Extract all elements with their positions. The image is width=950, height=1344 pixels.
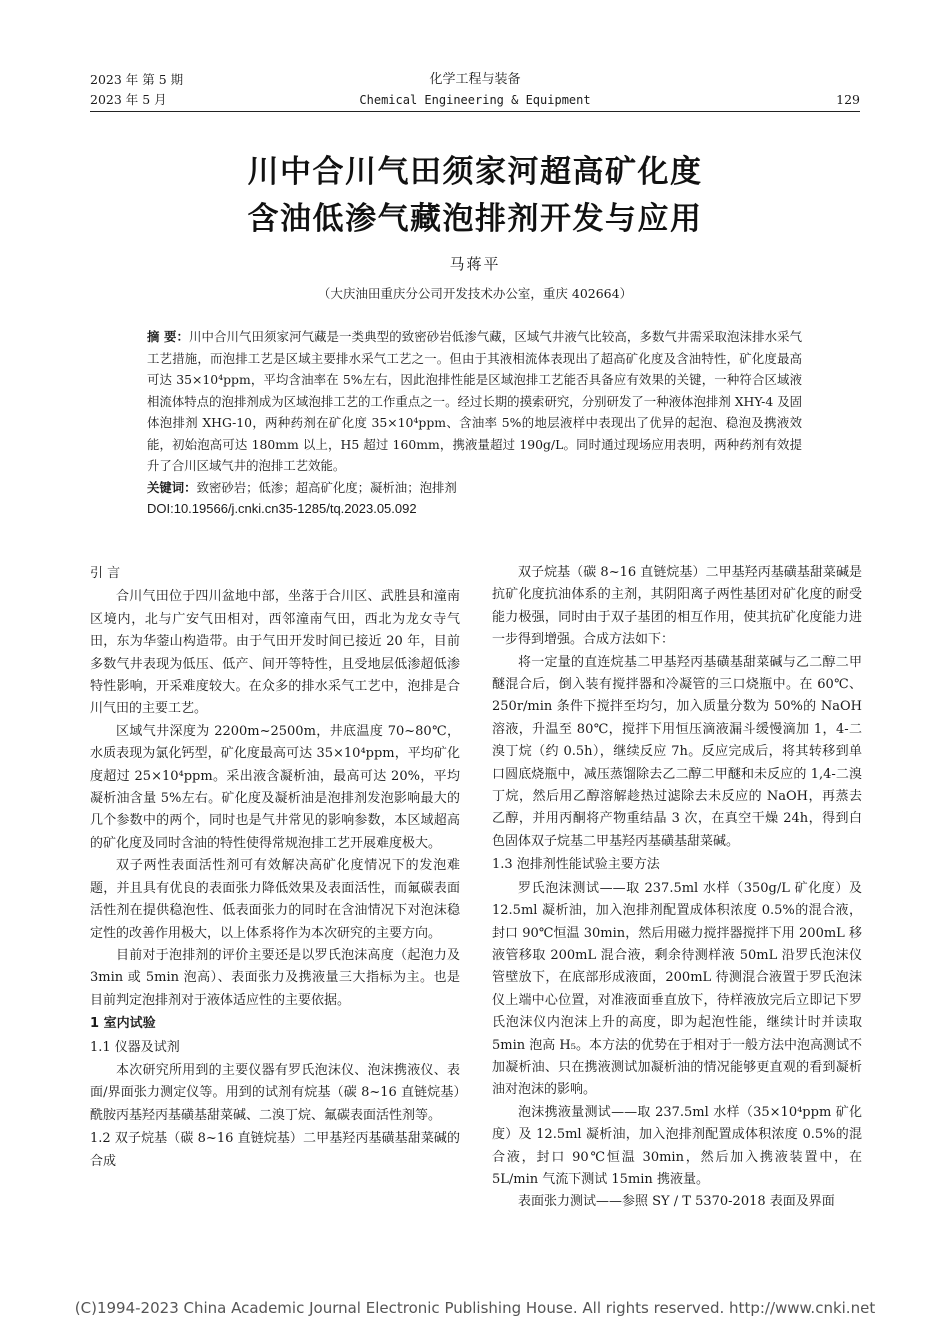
copyright-footer: (C)1994-2023 China Academic Journal Electronic Publishing House. All rights reserved. http://www.cnki.net <box>74 1299 876 1317</box>
header-rule <box>90 111 860 112</box>
intro-paragraph-4: 目前对于泡排剂的评价主要还是以罗氏泡沫高度（起泡力及 3min 或 5min 泡高）、表面张力及携液量三大指标为主。也是目前判定泡排剂对于液体适应性的主要依据。 <box>90 947 460 1008</box>
left-column <box>90 562 460 1174</box>
keywords-text: 致密砂岩；低渗；超高矿化度；凝析油；泡排剂 <box>196 479 457 495</box>
doi-line: DOI:10.19566/j.cnki.cn35-1285/tq.2023.05.092 <box>147 501 417 516</box>
surface-tension-test-paragraph: 表面张力测试——参照 SY / T 5370-2018 表面及界面 <box>518 1194 835 1210</box>
journal-name-cn: 化学工程与装备 <box>429 72 521 87</box>
abstract-paragraph <box>147 326 802 477</box>
article-title-line-1: 川中合川气田须家河超高矿化度 <box>247 154 703 190</box>
section-1-1-paragraph: 本次研究所用到的主要仪器有罗氏泡沫仪、泡沫携液仪、表面/界面张力测定仪等。用到的试剂有烷基（碳 8~16 直链烷基）酰胺丙基羟丙基磺基甜菜碱、二溴丁烷、氟碳表面活性剂等。 <box>90 1062 460 1123</box>
page-number: 129 <box>836 92 860 107</box>
liquid-carrying-test-paragraph: 泡沫携液量测试——取 237.5ml 水样（35×10⁴ppm 矿化度）及 12.5ml 凝析油，加入泡排剂配置成体积浓度 0.5%的混合液，封口 90℃恒温 30min，然后加入携液装置中，在 5L/min 气流下测试 15min 携液量。 <box>492 1104 862 1187</box>
author-name: 马蒋平 <box>449 255 501 273</box>
journal-name-en: Chemical Engineering & Equipment <box>359 93 591 107</box>
date-label: 2023 年 5 月 <box>90 92 167 107</box>
keywords-label: 关键词： <box>147 479 197 495</box>
synthesis-intro-paragraph: 双子烷基（碳 8~16 直链烷基）二甲基羟丙基磺基甜菜碱是抗矿化度抗油体系的主剂，其阴阳离子两性基团对矿化度的耐受能力极强，同时由于双子基团的相互作用，使其抗矿化度能力进一步得到增强。合成方法如下： <box>492 565 862 648</box>
intro-paragraph-1: 合川气田位于四川盆地中部，坐落于合川区、武胜县和潼南区境内，北与广安气田相对，西邻潼南气田，西北为龙女寺气田，东为华蓥山构造带。由于气田开发时间已接近 20 年，目前多数气井表现为低压、低产、间开等特性，且受地层低渗超低渗特性影响，开采难度较大。在众多的排水采气工艺中，泡排是合川气田的主要工艺。 <box>90 589 460 717</box>
intro-heading: 引 言 <box>90 566 121 581</box>
intro-paragraph-3: 双子两性表面活性剂可有效解决高矿化度情况下的发泡难题，并且具有优良的表面张力降低效果及表面活性，而氟碳表面活性剂在提供稳泡性、低表面张力的同时在含油情况下对泡沫稳定性的改善作用极大，以上体系将作为本次研究的主要方向。 <box>90 858 460 941</box>
issue-label: 2023 年 第 5 期 <box>90 72 184 87</box>
keywords-line <box>147 477 802 499</box>
article-title-line-2: 含油低渗气藏泡排剂开发与应用 <box>247 201 703 237</box>
section-1-2-heading: 1.2 双子烷基（碳 8~16 直链烷基）二甲基羟丙基磺基甜菜碱的合成 <box>90 1131 460 1169</box>
section-1-heading: 1 室内试验 <box>90 1016 156 1032</box>
right-column <box>492 562 862 1214</box>
abstract-section <box>147 326 802 520</box>
synthesis-method-paragraph: 将一定量的直连烷基二甲基羟丙基磺基甜菜碱与乙二醇二甲醚混合后，倒入装有搅拌器和冷凝管的三口烧瓶中。在 60℃、250r/min 条件下搅拌至均匀，加入质量分数为 50%的 NaOH 溶液，升温至 80℃，搅拌下用恒压滴液漏斗缓慢滴加 1，4-二溴丁烷（约 0.5h），继续反应 7h。反应完成后，将其转移到单口圆底烧瓶中，减压蒸馏除去乙二醇二甲醚和未反应的 1,4-二溴丁烷，然后用乙醇溶解趁热过滤除去未反应的 NaOH，再蒸去乙醇，并用丙酮将产物重结晶 3 次，在真空干燥 24h，得到白色固体双子烷基二甲基羟丙基磺基甜菜碱。 <box>492 654 862 849</box>
abstract-text: 川中合川气田须家河气藏是一类典型的致密砂岩低渗气藏，区域气井液气比较高，多数气井需采取泡沫排水采气工艺措施，而泡排工艺是区域主要排水采气工艺之一。但由于其液相流体表现出了超高矿化度及含油特性，矿化度最高可达 35×10⁴ppm，平均含油率在 5%左右，因此泡排性能是区域泡排工艺能否具备应有效果的关键，一种符合区域液相流体特点的泡排剂成为区域泡排工艺的工作重点之一。经过长期的摸索研究，分别研发了一种液体泡排剂 XHY-4 及固体泡排剂 XHG-10，两种药剂在矿化度 35×10⁴ppm、含油率 5%的地层液样中表现出了优异的起泡、稳泡及携液效能，初始泡高可达 180mm 以上，H5 超过 160mm，携液量超过 190g/L。同时通过现场应用表明，两种药剂有效提升了合川区域气井的泡排工艺效能。 <box>147 329 802 473</box>
intro-paragraph-2: 区域气井深度为 2200m~2500m，井底温度 70~80℃，水质表现为氯化钙型，矿化度最高可达 35×10⁴ppm，平均矿化度超过 25×10⁴ppm。采出液含凝析油，最高可达 20%，平均凝析油含量 5%左右。矿化度及凝析油是泡排剂发泡影响最大的几个参数中的两个，同时也是气井常见的影响参数，本区域超高的矿化度及同时含油的特性使得常规泡排工艺开展难度极大。 <box>90 723 460 851</box>
section-1-3-heading: 1.3 泡排剂性能试验主要方法 <box>492 857 660 873</box>
abstract-label: 摘 要： <box>147 329 189 344</box>
ross-miles-test-paragraph: 罗氏泡沫测试——取 237.5ml 水样（350g/L 矿化度）及 12.5ml 凝析油，加入泡排剂配置成体积浓度 0.5%的混合液，封口 90℃恒温 30min，然后用磁力搅拌器搅拌下用 200mL 移液管移取 200mL 混合液，剩余待测样液 50mL 沿罗氏泡沫仪管壁放下，在底部形成液面，200mL 待测混合液置于罗氏泡沫仪上端中心位置，对准液面垂直放下，待样液放完后立即记下罗氏泡沫仪内泡沫上升的高度，即为起泡性能，继续计时并读取 5min 泡高 H₅。本方法的优势在于相对于一般方法中泡高测试不加凝析油、只在携液测试加凝析油的情况能够更直观的看到凝析油对泡沫的影响。 <box>492 880 862 1098</box>
section-1-1-heading: 1.1 仪器及试剂 <box>90 1039 180 1055</box>
author-affiliation: （大庆油田重庆分公司开发技术办公室，重庆 402664） <box>317 286 633 301</box>
